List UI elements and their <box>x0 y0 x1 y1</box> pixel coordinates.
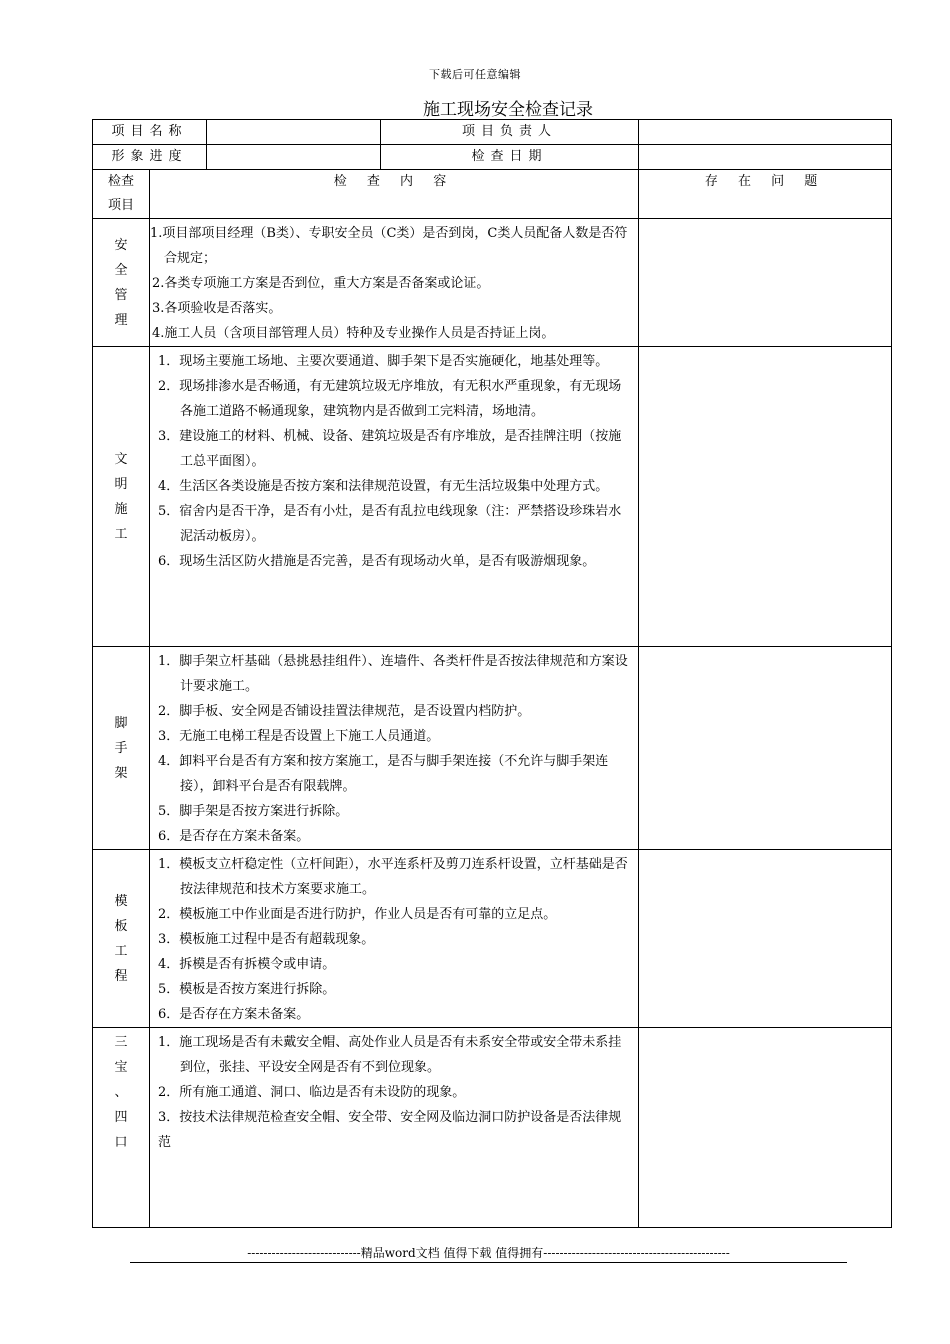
check-item: 5．宿舍内是否干净，是否有小灶，是否有乱拉电线现象（注：严禁搭设珍珠岩水泥活动板房）。 <box>158 504 622 544</box>
check-item: 3．模板施工过程中是否有超载现象。 <box>158 932 375 947</box>
category-char: 全 <box>114 262 128 278</box>
issues-cell[interactable] <box>639 1028 892 1228</box>
header-row-project <box>93 120 892 145</box>
category-char: 三 <box>114 1035 128 1050</box>
check-item: 2.各类专项施工方案是否到位，重大方案是否备案或论证。 <box>152 276 490 291</box>
section-row <box>93 850 892 1028</box>
issues-cell[interactable] <box>639 347 892 647</box>
column-header-row <box>93 170 892 219</box>
document-title: 施工现场安全检查记录 <box>423 100 593 120</box>
check-item: 6．是否存在方案未备案。 <box>158 829 310 844</box>
category-char: 架 <box>114 765 128 781</box>
section-row <box>93 1028 892 1228</box>
check-item: 6．是否存在方案未备案。 <box>158 1007 310 1022</box>
category-char: 工 <box>114 526 128 542</box>
check-item: 1．脚手架立杆基础（悬挑悬挂组件）、连墙件、各类杆件是否按法律规范和方案设计要求施工。 <box>158 654 628 694</box>
footer-text: ----------------------------精品word文档 值得下载 值得拥有---------------------------------------------- <box>247 1246 730 1260</box>
column-header-content: 检 查 内 容 <box>150 170 639 219</box>
check-item: 6．现场生活区防火措施是否完善，是否有现场动火单，是否有吸游烟现象。 <box>158 554 596 569</box>
progress-label: 形象进度 <box>93 145 207 170</box>
category-char: 模 <box>114 893 128 909</box>
project-leader-label: 项目负责人 <box>381 120 639 145</box>
check-item: 3．按技术法律规范检查安全帽、安全带、安全网及临边洞口防护设备是否法律规范 <box>158 1110 622 1150</box>
column-header-issues: 存 在 问 题 <box>639 170 892 219</box>
category-char: 理 <box>114 312 128 328</box>
check-content-cell <box>150 347 639 647</box>
check-item: 4．卸料平台是否有方案和按方案施工，是否与脚手架连接（不允许与脚手架连接），卸料平台是否有限载牌。 <box>158 754 609 794</box>
column-header-item <box>93 170 150 219</box>
category-char: 四 <box>114 1110 128 1125</box>
header-row-progress <box>93 145 892 170</box>
project-name-field[interactable] <box>207 120 381 145</box>
category-char: 脚 <box>114 715 128 731</box>
category-char: 管 <box>114 287 128 303</box>
category-cell <box>93 1028 150 1228</box>
check-item: 4．生活区各类设施是否按方案和法律规范设置，有无生活垃圾集中处理方式。 <box>158 479 609 494</box>
check-content-cell <box>150 850 639 1028</box>
category-cell <box>93 647 150 850</box>
check-item: 2．现场排渗水是否畅通，有无建筑垃圾无序堆放，有无积水严重现象，有无现场各施工道路不畅通现象，建筑物内是否做到工完料清，场地清。 <box>158 379 622 419</box>
category-char: 宝 <box>114 1060 128 1075</box>
category-cell <box>93 219 150 347</box>
check-item: 1.项目部项目经理（B类）、专职安全员（C类）是否到岗，C类人员配备人数是否符合规定； <box>150 226 628 266</box>
check-item: 3．建设施工的材料、机械、设备、建筑垃圾是否有序堆放，是否挂牌注明（按施工总平面图）。 <box>158 429 622 469</box>
check-item: 2．模板施工中作业面是否进行防护，作业人员是否有可靠的立足点。 <box>158 907 557 922</box>
category-char: 安 <box>114 237 128 253</box>
check-item: 2．脚手板、安全网是否铺设挂置法律规范，是否设置内档防护。 <box>158 704 531 719</box>
category-char: 施 <box>114 501 128 517</box>
issues-cell[interactable] <box>639 850 892 1028</box>
category-char: 手 <box>114 740 128 756</box>
project-leader-field[interactable] <box>639 120 892 145</box>
section-row <box>93 347 892 647</box>
check-content-cell <box>150 219 639 347</box>
category-char: 、 <box>114 1085 128 1100</box>
column-header-item-line1: 检查 <box>107 174 134 189</box>
top-note: 下载后可任意编辑 <box>429 68 521 81</box>
issues-cell[interactable] <box>639 219 892 347</box>
category-char: 板 <box>114 918 128 934</box>
issues-cell[interactable] <box>639 647 892 850</box>
category-char: 工 <box>114 943 128 959</box>
check-date-label: 检查日期 <box>381 145 639 170</box>
category-char: 口 <box>114 1135 128 1150</box>
check-item: 4.施工人员（含项目部管理人员）特种及专业操作人员是否持证上岗。 <box>152 326 555 341</box>
column-header-item-line2: 项目 <box>107 198 134 213</box>
category-char: 文 <box>114 451 128 467</box>
check-date-field[interactable] <box>639 145 892 170</box>
check-content-cell <box>150 1028 639 1228</box>
inspection-table <box>92 119 892 1228</box>
check-content-cell <box>150 647 639 850</box>
section-row <box>93 647 892 850</box>
progress-field[interactable] <box>207 145 381 170</box>
category-cell <box>93 347 150 647</box>
check-item: 5．脚手架是否按方案进行拆除。 <box>158 804 349 819</box>
check-item: 4．拆模是否有拆模令或申请。 <box>158 957 336 972</box>
check-item: 1．现场主要施工场地、主要次要通道、脚手架下是否实施硬化，地基处理等。 <box>158 354 609 369</box>
footer-divider <box>130 1262 847 1263</box>
check-item: 2．所有施工通道、洞口、临边是否有未设防的现象。 <box>158 1085 466 1100</box>
category-cell <box>93 850 150 1028</box>
check-item: 1．模板支立杆稳定性（立杆间距），水平连系杆及剪刀连系杆设置，立杆基础是否按法律规范和技术方案要求施工。 <box>158 857 628 897</box>
category-char: 程 <box>114 968 128 984</box>
check-item: 1．施工现场是否有未戴安全帽、高处作业人员是否有未系安全带或安全带未系挂到位，张挂、平设安全网是否有不到位现象。 <box>158 1035 622 1075</box>
section-row <box>93 219 892 347</box>
check-item: 3.各项验收是否落实。 <box>152 301 282 316</box>
project-name-label: 项目名称 <box>93 120 207 145</box>
category-char: 明 <box>114 476 128 492</box>
check-item: 5．模板是否按方案进行拆除。 <box>158 982 336 997</box>
check-item: 3．无施工电梯工程是否设置上下施工人员通道。 <box>158 729 440 744</box>
